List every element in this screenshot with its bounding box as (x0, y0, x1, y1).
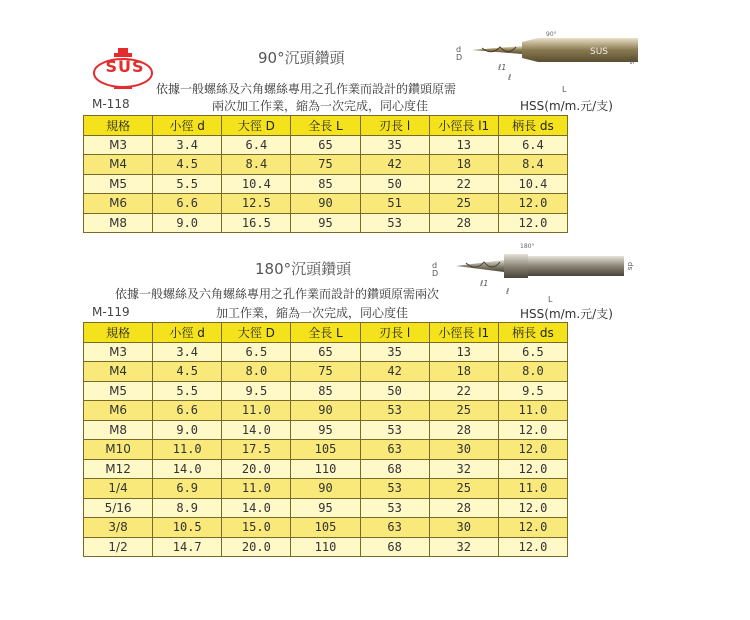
table-cell: M12 (84, 459, 153, 479)
table-cell: 1/4 (84, 479, 153, 499)
table-cell: 51 (360, 194, 429, 214)
table-cell: 15.0 (222, 518, 291, 538)
table-cell: 105 (291, 518, 360, 538)
table-cell: 8.0 (222, 362, 291, 382)
table-cell: 32 (429, 459, 498, 479)
table-cell: 4.5 (153, 155, 222, 175)
table-cell: M4 (84, 155, 153, 175)
table-cell: 65 (291, 342, 360, 362)
table-row (84, 194, 568, 214)
table-cell: M6 (84, 194, 153, 214)
table-cell: 10.4 (222, 174, 291, 194)
section1-model: M-118 (92, 97, 130, 111)
table-cell: 14.0 (153, 459, 222, 479)
table-header: 刃長 l (360, 116, 429, 136)
svg-text:90°: 90° (546, 31, 557, 38)
table-cell: 11.0 (153, 440, 222, 460)
table-cell: 11.0 (222, 401, 291, 421)
table-cell: 18 (429, 362, 498, 382)
table-row (84, 479, 568, 499)
table-row (84, 381, 568, 401)
table-cell: 9.5 (222, 381, 291, 401)
section1-desc-line1: 依據一般螺絲及六角螺絲專用之孔作業而設計的鑽頭原需 (156, 82, 457, 96)
table-cell: M3 (84, 342, 153, 362)
table-cell: 30 (429, 518, 498, 538)
svg-text:L: L (548, 295, 553, 304)
table-header: 柄長 ds (498, 116, 567, 136)
table-header: 柄長 ds (498, 323, 567, 343)
table-cell: 14.0 (222, 420, 291, 440)
table-cell: 12.0 (498, 194, 567, 214)
table-row (84, 537, 568, 557)
table-row (84, 420, 568, 440)
table-cell: 8.0 (498, 362, 567, 382)
table-cell: 6.5 (498, 342, 567, 362)
table-cell: 6.5 (222, 342, 291, 362)
table-cell: M6 (84, 401, 153, 421)
table-cell: 75 (291, 362, 360, 382)
table-cell: M8 (84, 213, 153, 233)
table-cell: 35 (360, 135, 429, 155)
table-header: 大徑 D (222, 116, 291, 136)
spec-table-m118 (83, 115, 568, 233)
section1-unit: HSS(m/m.元/支) (520, 99, 613, 113)
section2-title: 180°沉頭鑽頭 (255, 260, 352, 278)
table-cell: 68 (360, 459, 429, 479)
table-cell: 11.0 (498, 401, 567, 421)
table-cell: 12.0 (498, 420, 567, 440)
table-row (84, 459, 568, 479)
svg-text:d: d (456, 45, 462, 54)
section1-desc-line2: 兩次加工作業，縮為一次完成，同心度佳 (212, 99, 429, 113)
table-row (84, 174, 568, 194)
table-cell: M8 (84, 420, 153, 440)
table-cell: 5.5 (153, 381, 222, 401)
table-row (84, 498, 568, 518)
table-row (84, 401, 568, 421)
table-row (84, 213, 568, 233)
table-cell: 6.6 (153, 194, 222, 214)
table-cell: 4.5 (153, 362, 222, 382)
svg-text:ℓ1: ℓ1 (480, 279, 489, 288)
section2-desc-line2: 加工作業，縮為一次完成，同心度佳 (216, 306, 409, 320)
table-cell: 12.0 (498, 213, 567, 233)
table-cell: 85 (291, 381, 360, 401)
table-cell: 9.5 (498, 381, 567, 401)
table-row (84, 362, 568, 382)
table-header: 大徑 D (222, 323, 291, 343)
table-cell: 14.7 (153, 537, 222, 557)
table-cell: 5/16 (84, 498, 153, 518)
countersink-drill-180-icon (428, 238, 644, 304)
table-row (84, 155, 568, 175)
table-row (84, 342, 568, 362)
table-cell: 8.4 (498, 155, 567, 175)
table-cell: 6.9 (153, 479, 222, 499)
table-header: 全長 L (291, 323, 360, 343)
table-cell: 3/8 (84, 518, 153, 538)
table-cell: 85 (291, 174, 360, 194)
table-cell: 68 (360, 537, 429, 557)
table-cell: 110 (291, 537, 360, 557)
table-cell: 12.0 (498, 440, 567, 460)
svg-text:L: L (562, 85, 567, 94)
table-cell: M5 (84, 381, 153, 401)
table-cell: 35 (360, 342, 429, 362)
countersink-drill-90-icon (452, 28, 644, 96)
table-cell: 5.5 (153, 174, 222, 194)
table-cell: M3 (84, 135, 153, 155)
table-cell: 25 (429, 401, 498, 421)
table-header: 小徑長 l1 (429, 116, 498, 136)
table-cell: 11.0 (222, 479, 291, 499)
table-cell: M4 (84, 362, 153, 382)
table-cell: 25 (429, 479, 498, 499)
table-header: 刃長 l (360, 323, 429, 343)
table-cell: 13 (429, 342, 498, 362)
table-cell: 10.5 (153, 518, 222, 538)
table-header: 小徑 d (153, 323, 222, 343)
logo-text: SUS (105, 57, 145, 76)
table-cell: 65 (291, 135, 360, 155)
svg-text:ℓ1: ℓ1 (498, 63, 507, 72)
table-cell: 13 (429, 135, 498, 155)
table-cell: 9.0 (153, 213, 222, 233)
svg-text:D: D (432, 269, 439, 278)
table-cell: 53 (360, 479, 429, 499)
svg-text:ds: ds (626, 262, 634, 271)
table-cell: 42 (360, 155, 429, 175)
table-cell: 42 (360, 362, 429, 382)
table-cell: 6.4 (498, 135, 567, 155)
table-cell: 20.0 (222, 537, 291, 557)
table-cell: 1/2 (84, 537, 153, 557)
table-cell: 6.6 (153, 401, 222, 421)
table-cell: 8.9 (153, 498, 222, 518)
table-cell: 12.0 (498, 498, 567, 518)
table-cell: 50 (360, 381, 429, 401)
table-cell: 63 (360, 440, 429, 460)
table-cell: 105 (291, 440, 360, 460)
table-cell: 3.4 (153, 342, 222, 362)
section1-title: 90°沉頭鑽頭 (258, 49, 345, 67)
table-cell: 50 (360, 174, 429, 194)
table-cell: M5 (84, 174, 153, 194)
table-cell: 25 (429, 194, 498, 214)
table-cell: 32 (429, 537, 498, 557)
section2-model: M-119 (92, 305, 130, 319)
table-cell: 53 (360, 498, 429, 518)
table-cell: 14.0 (222, 498, 291, 518)
table-cell: 6.4 (222, 135, 291, 155)
svg-text:ds: ds (628, 56, 636, 65)
table-cell: 110 (291, 459, 360, 479)
section2-unit: HSS(m/m.元/支) (520, 307, 613, 321)
table-cell: 3.4 (153, 135, 222, 155)
table-cell: 11.0 (498, 479, 567, 499)
table-cell: 22 (429, 381, 498, 401)
table-header: 規格 (84, 323, 153, 343)
table-row (84, 440, 568, 460)
table-cell: M10 (84, 440, 153, 460)
table-cell: 28 (429, 498, 498, 518)
svg-text:ℓ: ℓ (506, 287, 510, 296)
table-cell: 16.5 (222, 213, 291, 233)
spec-table-m119 (83, 322, 568, 557)
table-cell: 63 (360, 518, 429, 538)
table-cell: 12.0 (498, 537, 567, 557)
table-cell: 12.0 (498, 518, 567, 538)
table-cell: 90 (291, 479, 360, 499)
section2-desc-line1: 依據一般螺絲及六角螺絲專用之孔作業而設計的鑽頭原需兩次 (115, 287, 440, 301)
table-header: 小徑長 l1 (429, 323, 498, 343)
table-row (84, 135, 568, 155)
table-cell: 22 (429, 174, 498, 194)
table-cell: 28 (429, 420, 498, 440)
table-cell: 28 (429, 213, 498, 233)
table-cell: 95 (291, 213, 360, 233)
svg-text:180°: 180° (520, 243, 535, 250)
table-row (84, 518, 568, 538)
table-cell: 10.4 (498, 174, 567, 194)
table-cell: 95 (291, 498, 360, 518)
table-cell: 12.5 (222, 194, 291, 214)
table-cell: 90 (291, 194, 360, 214)
table-header: 全長 L (291, 116, 360, 136)
table-cell: 17.5 (222, 440, 291, 460)
table-cell: 20.0 (222, 459, 291, 479)
table-cell: 95 (291, 420, 360, 440)
table-cell: 53 (360, 401, 429, 421)
svg-text:D: D (456, 53, 463, 62)
table-header: 規格 (84, 116, 153, 136)
table-cell: 18 (429, 155, 498, 175)
table-cell: 90 (291, 401, 360, 421)
table-cell: 53 (360, 420, 429, 440)
table-cell: 75 (291, 155, 360, 175)
svg-text:ℓ: ℓ (508, 73, 512, 82)
table-cell: 9.0 (153, 420, 222, 440)
table-header: 小徑 d (153, 116, 222, 136)
table-cell: 53 (360, 213, 429, 233)
table-cell: 12.0 (498, 459, 567, 479)
svg-text:d: d (432, 261, 438, 270)
table-cell: 8.4 (222, 155, 291, 175)
drill1-label: SUS (590, 47, 609, 57)
table-cell: 30 (429, 440, 498, 460)
